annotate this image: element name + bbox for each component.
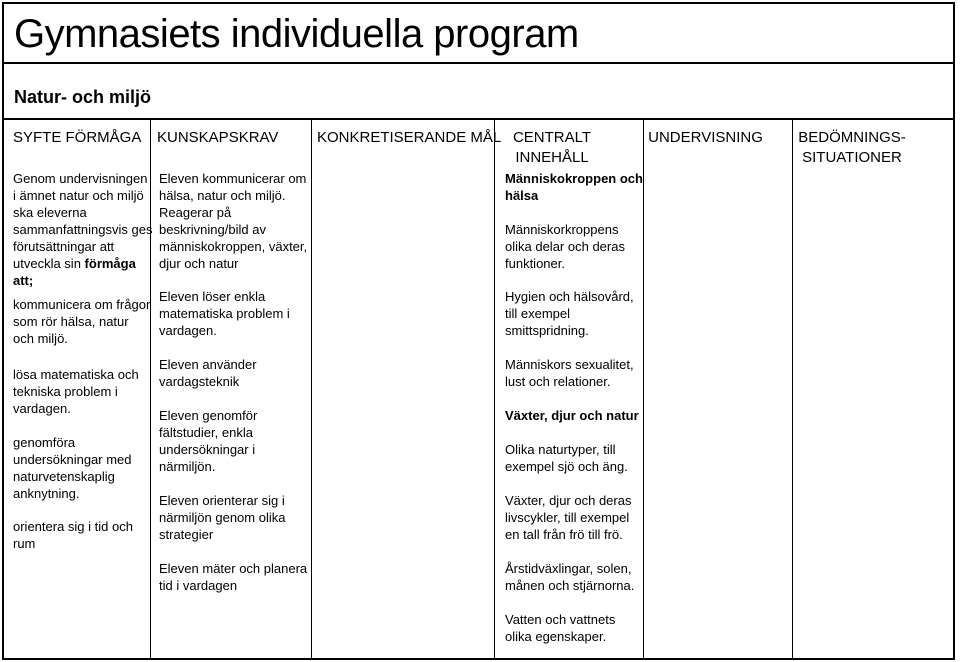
text-line (13, 255, 152, 272)
text-line: smittspridning. (505, 323, 589, 338)
text-line: rum (13, 536, 36, 551)
column-konkretiserande (312, 120, 495, 658)
text-line: Årstidväxlingar, solen, (505, 561, 632, 576)
text-fragment: utveckla sin (13, 256, 85, 271)
text-line: sammanfattningsvis ges (13, 222, 153, 237)
text-line: och miljö. (13, 331, 68, 346)
text-line: Människors sexualitet, (505, 357, 634, 372)
header-kunskapskrav: KUNSKAPSKRAV (157, 129, 279, 146)
text-line: vardagen. (159, 323, 217, 338)
centralt-heading-2: Växter, djur och natur (505, 408, 639, 423)
text-line: livscykler, till exempel (505, 510, 630, 525)
title-box (2, 2, 955, 64)
curriculum-table (2, 120, 955, 660)
text-line: i ämnet natur och miljö (13, 188, 144, 203)
text-line: Eleven mäter och planera (159, 561, 308, 576)
syfte-paragraph-1 (13, 170, 152, 289)
bold-term: att; (13, 273, 34, 288)
header-centralt-line2: INNEHÅLL (515, 149, 589, 166)
document-page (2, 2, 957, 660)
text-line: olika egenskaper. (505, 629, 607, 644)
page-title: Gymnasiets individuella program (14, 12, 579, 56)
kunskapskrav-paragraph-2 (159, 288, 290, 339)
kunskapskrav-paragraph-6 (159, 560, 307, 594)
text-line: människokroppen, växter, (159, 239, 308, 254)
centralt-paragraph-6 (505, 560, 634, 594)
text-line: tekniska problem i (13, 384, 118, 399)
text-line: Eleven orienterar sig i (159, 493, 285, 508)
text-line: Eleven kommunicerar om (159, 171, 307, 186)
text-line: strategier (159, 527, 214, 542)
text-line: lust och relationer. (505, 374, 611, 389)
text-line: naturvetenskaplig (13, 469, 115, 484)
text-line: undersökningar med (13, 452, 132, 467)
text-line: undersökningar i (159, 442, 256, 457)
header-syfte: SYFTE FÖRMÅGA (13, 129, 142, 146)
text-line: månen och stjärnorna. (505, 578, 635, 593)
centralt-paragraph-4 (505, 441, 628, 475)
text-line: funktioner. (505, 256, 565, 271)
text-line: kommunicera om frågor (13, 297, 151, 312)
text-line: Hygien och hälsovård, (505, 289, 634, 304)
centralt-paragraph-7 (505, 611, 615, 645)
text-line: som rör hälsa, natur (13, 314, 129, 329)
kunskapskrav-paragraph-4 (159, 407, 257, 475)
text-line: orientera sig i tid och (13, 519, 133, 534)
text-line: Eleven använder (159, 357, 257, 372)
text-line: vardagsteknik (159, 374, 240, 389)
text-line: tid i vardagen (159, 578, 238, 593)
kunskapskrav-paragraph-1 (159, 170, 307, 272)
text-line: genomföra (13, 435, 76, 450)
text-line: exempel sjö och äng. (505, 459, 628, 474)
subtitle-box (2, 64, 955, 120)
kunskapskrav-paragraph-5 (159, 492, 285, 543)
text-line: hälsa, natur och miljö. (159, 188, 286, 203)
syfte-paragraph-2 (13, 296, 150, 347)
header-bedomning-line1: BEDÖMNINGS- (798, 129, 906, 146)
text-line: Människokroppen och (505, 171, 643, 186)
bold-term: förmåga (84, 256, 136, 271)
header-bedomning (793, 128, 911, 168)
text-line: Olika naturtyper, till (505, 442, 616, 457)
text-line: ska eleverna (13, 205, 87, 220)
text-line: Eleven löser enkla (159, 289, 266, 304)
text-line: hälsa (505, 188, 539, 203)
text-line: beskrivning/bild av (159, 222, 266, 237)
text-line: vardagen. (13, 401, 71, 416)
header-centralt (495, 128, 609, 168)
column-undervisning (644, 120, 793, 658)
text-line: matematiska problem i (159, 306, 290, 321)
syfte-paragraph-5 (13, 518, 133, 552)
centralt-paragraph-3 (505, 356, 634, 390)
text-line: närmiljön genom olika (159, 510, 286, 525)
text-line: olika delar och deras (505, 239, 625, 254)
text-line: anknytning. (13, 486, 80, 501)
text-line: Växter, djur och deras (505, 493, 632, 508)
text-line: en tall från frö till frö. (505, 527, 623, 542)
centralt-paragraph-1 (505, 221, 625, 272)
syfte-paragraph-3 (13, 366, 139, 417)
header-undervisning: UNDERVISNING (648, 129, 763, 146)
text-line: fältstudier, enkla (159, 425, 253, 440)
centralt-heading-1 (505, 170, 643, 204)
centralt-paragraph-2 (505, 288, 634, 339)
header-konkretiserande: KONKRETISERANDE MÅL (317, 129, 502, 146)
header-bedomning-line2: SITUATIONER (802, 149, 902, 166)
text-line: Eleven genomför (159, 408, 258, 423)
syfte-paragraph-4 (13, 434, 132, 502)
page-subtitle: Natur- och miljö (14, 87, 152, 107)
kunskapskrav-paragraph-3 (159, 356, 257, 390)
text-line: lösa matematiska och (13, 367, 139, 382)
text-line: förutsättningar att (13, 239, 115, 254)
column-bedomning (793, 120, 955, 658)
header-centralt-line1: CENTRALT (512, 129, 592, 146)
text-line: Reagerar på (159, 205, 232, 220)
text-line: Genom undervisningen (13, 171, 148, 186)
text-line: till exempel (505, 306, 571, 321)
text-line: Vatten och vattnets (505, 612, 616, 627)
text-line: djur och natur (159, 256, 239, 271)
text-line: närmiljön. (159, 459, 216, 474)
text-line: Människorkroppens (505, 222, 619, 237)
centralt-paragraph-5 (505, 492, 631, 543)
